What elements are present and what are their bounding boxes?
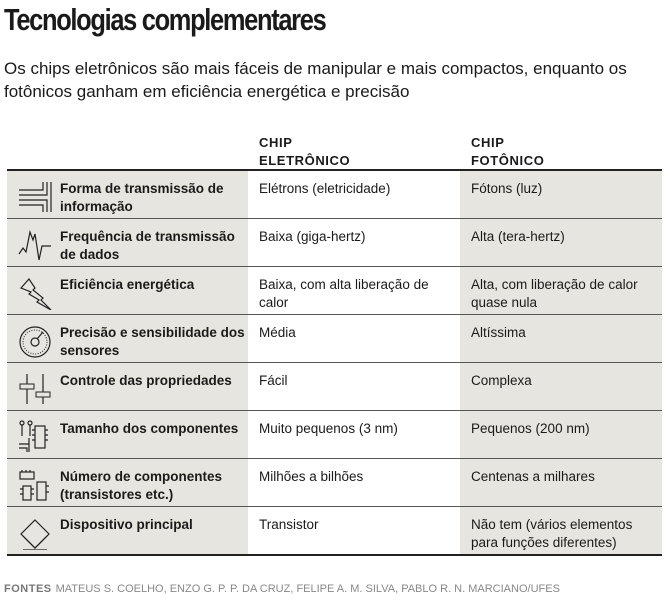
header-line: CHIP [471, 135, 505, 150]
electronic-cell: Fácil [248, 363, 460, 410]
header-line: CHIP [259, 135, 293, 150]
circuit-chip-icon [15, 420, 55, 454]
row-label: Precisão e sensibilidade dos sensores [60, 325, 245, 358]
table-row [7, 410, 662, 458]
photonic-cell: Altíssima [460, 315, 662, 362]
row-label-cell [7, 267, 248, 314]
diamond-icon [15, 516, 55, 550]
page-title: Tecnologias complementares [4, 2, 326, 37]
row-label-cell [7, 315, 248, 362]
row-label-cell [7, 219, 248, 266]
electronic-cell: Média [248, 315, 460, 362]
row-label: Frequência de transmissão de dados [60, 229, 235, 262]
row-label-cell [7, 411, 248, 458]
electronic-cell: Transistor [248, 507, 460, 554]
parallel-lines-icon [15, 180, 55, 214]
table-row [7, 506, 662, 554]
photonic-cell: Complexa [460, 363, 662, 410]
header-line: FOTÔNICO [471, 153, 545, 168]
row-label: Dispositivo principal [60, 517, 193, 532]
electronic-cell: Baixa (giga-hertz) [248, 219, 460, 266]
subtitle: Os chips eletrônicos são mais fáceis de manipular e mais compactos, enquanto os fotônicos ganham em eficiência energética e precisão [4, 59, 627, 101]
multiple-chips-icon [15, 468, 55, 502]
footer-text: MATEUS S. COELHO, ENZO G. P. P. DA CRUZ, FELIPE A. M. SILVA, PABLO R. N. MARCIANO/UFES [55, 583, 560, 595]
table-row [7, 458, 662, 506]
photonic-cell: Fótons (luz) [460, 171, 662, 218]
table-row [7, 171, 662, 218]
row-label: Controle das propriedades [60, 373, 232, 388]
table-row [7, 218, 662, 266]
column-header-photonic [471, 134, 544, 170]
row-label-cell [7, 507, 248, 554]
row-label: Tamanho dos componentes [60, 421, 239, 436]
row-label-cell [7, 171, 248, 218]
row-label: Número de componentes (transistores etc.) [60, 469, 223, 502]
comparison-table [7, 169, 662, 556]
column-header-electronic [259, 134, 350, 170]
table-row [7, 362, 662, 410]
row-label-cell [7, 459, 248, 506]
photonic-cell: Pequenos (200 nm) [460, 411, 662, 458]
photonic-cell: Centenas a milhares [460, 459, 662, 506]
row-label: Eficiência energética [60, 277, 195, 292]
electronic-cell: Baixa, com alta liberação de calor [248, 267, 460, 314]
footer-label: FONTES [4, 583, 52, 595]
electronic-cell: Elétrons (eletricidade) [248, 171, 460, 218]
electronic-cell: Muito pequenos (3 nm) [248, 411, 460, 458]
lightning-bolt-icon [15, 276, 55, 310]
row-label: Forma de transmissão de informação [60, 181, 224, 214]
slider-controls-icon [15, 372, 55, 406]
gauge-icon [15, 324, 55, 358]
header-line: ELETRÔNICO [259, 153, 351, 168]
photonic-cell: Não tem (vários elementos para funções diferentes) [460, 507, 662, 554]
table-row [7, 266, 662, 314]
wave-signal-icon [15, 228, 55, 262]
photonic-cell: Alta (tera-hertz) [460, 219, 662, 266]
photonic-cell: Alta, com liberação de calor quase nula [460, 267, 662, 314]
electronic-cell: Milhões a bilhões [248, 459, 460, 506]
table-row [7, 314, 662, 362]
row-label-cell [7, 363, 248, 410]
footer-sources [4, 583, 560, 595]
